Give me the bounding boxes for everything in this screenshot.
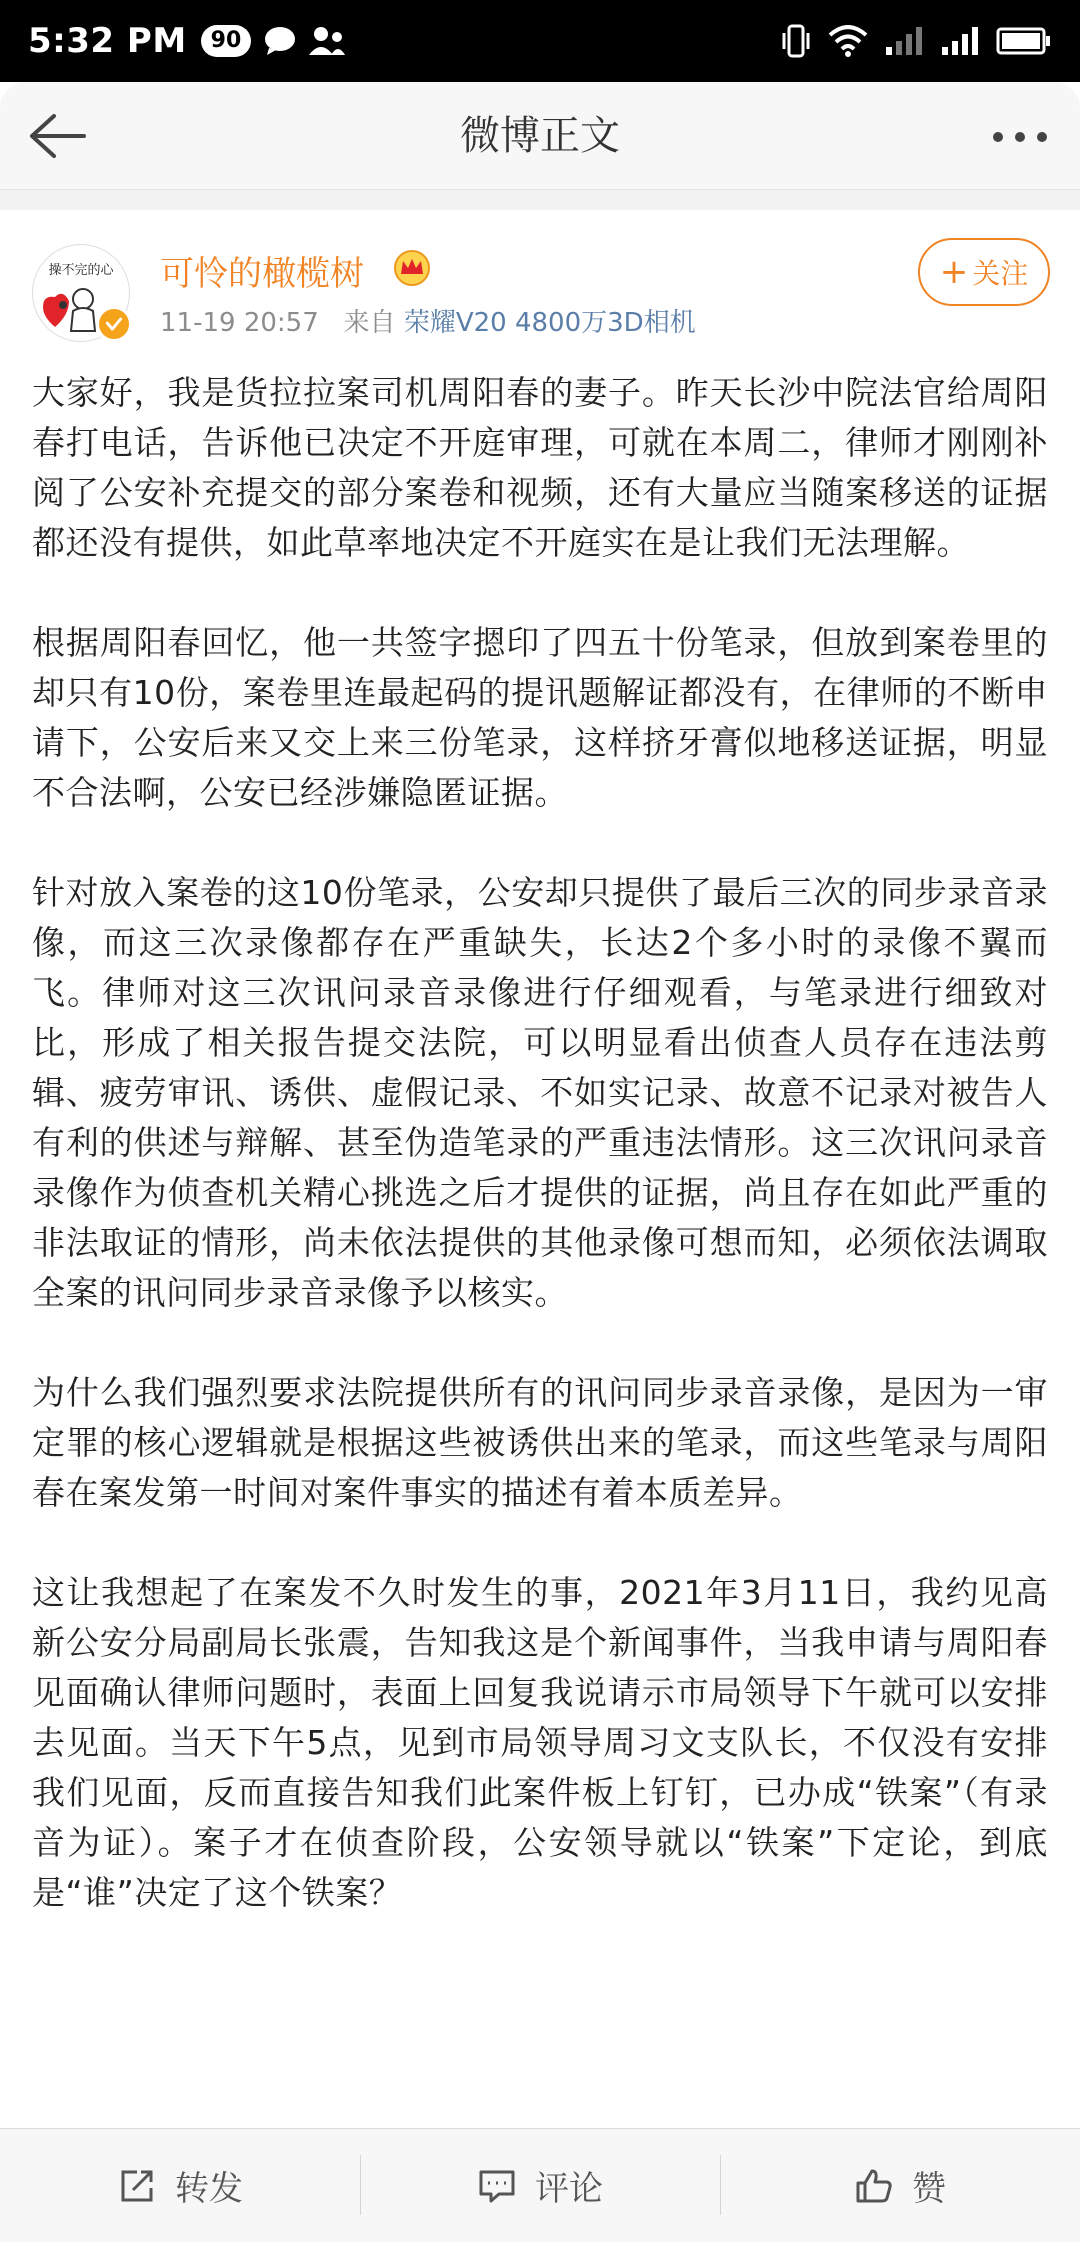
post-paragraph: 针对放入案卷的这10份笔录，公安却只提供了最后三次的同步录音录像，而这三次录像都存在严重缺失，长达2个多小时的录像不翼而飞。律师对这三次讯问录音录像进行仔细观看，与笔录进行细致对比，形成了相关报告提交法院，可以明显看出侦查人员存在违法剪辑、疲劳审讯、诱供、虚假记录、不如实记录、故意不记录对被告人有利的供述与辩解、甚至伪造笔录的严重违法情形。这三次讯问录音录像作为侦查机关精心挑选之后才提供的证据，尚且存在如此严重的非法取证的情形，尚未依法提供的其他录像可想而知，必须依法调取全案的讯问同步录音录像予以核实。 — [32, 873, 1048, 1312]
username[interactable]: 可怜的橄榄树 — [160, 254, 364, 294]
signal-icon — [884, 25, 924, 57]
repost-label: 转发 — [175, 2169, 243, 2209]
follow-button[interactable] — [918, 238, 1050, 306]
source-prefix: 来自 — [343, 308, 396, 338]
chat-bubble-icon — [263, 26, 297, 56]
verified-badge-icon — [96, 306, 132, 342]
status-icons — [780, 23, 1052, 59]
more-dots-icon[interactable] — [988, 112, 1052, 162]
battery-icon — [996, 26, 1052, 56]
repost-icon — [117, 2166, 157, 2206]
post-source-link[interactable]: 荣耀V20 4800万3D相机 — [403, 308, 696, 338]
crown-icon — [392, 248, 432, 288]
bottom-toolbar — [0, 2128, 1080, 2242]
like-button[interactable] — [720, 2129, 1080, 2242]
vibrate-icon — [780, 23, 812, 59]
thumbs-up-icon — [854, 2166, 894, 2206]
post-paragraph: 这让我想起了在案发不久时发生的事，2021年3月11日，我约见高新公安分局副局长张震，告知我这是个新闻事件，当我申请与周阳春见面确认律师问题时，表面上回复我说请示市局领导下午就可以安排去见面。当天下午5点，见到市局领导周习文支队长，不仅没有安排我们见面，反而直接告知我们此案件板上钉钉，已办成“铁案”（有录音为证）。案子才在侦查阶段，公安领导就以“铁案”下定论，到底是“谁”决定了这个铁案？ — [32, 1573, 1048, 1912]
page-title: 微博正文 — [460, 113, 620, 159]
post-paragraph: 大家好，我是货拉拉案司机周阳春的妻子。昨天长沙中院法官给周阳春打电话，告诉他已决定不开庭审理，可就在本周二，律师才刚刚补阅了公安补充提交的部分案卷和视频，还有大量应当随案移送的证据都还没有提供，如此草率地决定不开庭实在是让我们无法理解。 — [32, 373, 1048, 562]
top-nav-bar — [0, 82, 1080, 190]
section-divider — [0, 190, 1080, 210]
follow-label: 关注 — [972, 257, 1029, 290]
signal-icon — [940, 25, 980, 57]
post-meta — [160, 302, 696, 339]
like-label: 赞 — [912, 2169, 946, 2209]
back-arrow-icon[interactable] — [24, 108, 88, 164]
comment-label: 评论 — [535, 2169, 603, 2209]
plus-icon: + — [939, 252, 969, 292]
comment-icon — [477, 2166, 517, 2206]
comment-button[interactable] — [360, 2129, 720, 2242]
notification-count-badge: 90 — [201, 25, 252, 57]
status-time: 5:32 PM — [28, 21, 187, 61]
post-paragraph: 根据周阳春回忆，他一共签字摁印了四五十份笔录，但放到案卷里的却只有10份，案卷里连最起码的提讯题解证都没有，在律师的不断申请下，公安后来又交上来三份笔录，这样挤牙膏似地移送证据，明显不合法啊，公安已经涉嫌隐匿证据。 — [32, 623, 1048, 812]
post-body — [32, 368, 1048, 2126]
post-paragraph: 为什么我们强烈要求法院提供所有的讯问同步录音录像，是因为一审定罪的核心逻辑就是根据这些被诱供出来的笔录，而这些笔录与周阳春在案发第一时间对案件事实的描述有着本质差异。 — [32, 1373, 1048, 1512]
post-time: 11-19 20:57 — [160, 308, 319, 338]
repost-button[interactable] — [0, 2129, 360, 2242]
person-icon — [307, 25, 347, 57]
status-bar — [0, 0, 1080, 82]
avatar-caption: 操不完的心 — [48, 263, 114, 278]
wifi-icon — [828, 25, 868, 57]
